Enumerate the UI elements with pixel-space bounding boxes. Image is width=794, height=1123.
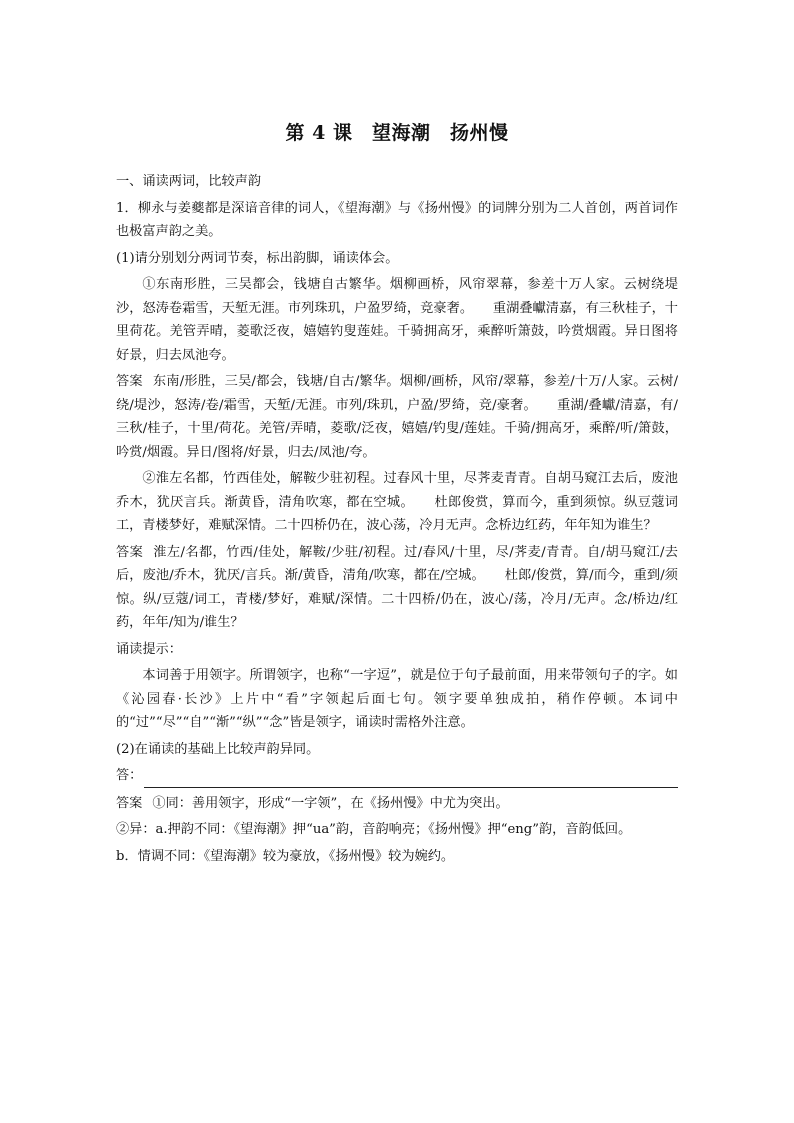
reading-tips: 本词善于用领字。所谓领字，也称“一字逗”，就是位于句子最前面，用来带领句子的字。如《沁园春·长沙》上片中“看”字领起后面七句。领字要单独成拍，稍作停顿。本词中的“过”“尽”“自”“渐”“纵”“念”皆是领字，诵读时需格外注意。	[116, 668, 678, 730]
poem-wanghaichao: ①东南形胜，三吴都会，钱塘自古繁华。烟柳画桥，风帘翠幕，参差十万人家。云树绕堤沙，怒涛卷霜雪，天堑无涯。市列珠玑，户盈罗绮，竞豪奢。 重湖叠巘清嘉，有三秋桂子，十里荷花。羌管弄晴，菱歌泛夜，嬉嬉钓叟莲娃。千骑拥高牙，乘醉听箫鼓，吟赏烟霞。异日图将好景，归去凤池夸。	[116, 277, 678, 363]
answer-label: 答案	[116, 374, 143, 389]
answer-3-diff-a: ②异：a.押韵不同：《望海潮》押“ua”韵，音韵响亮；《扬州慢》押“eng”韵，音韵低回。	[116, 822, 632, 837]
reading-tips-label: 诵读提示：	[116, 641, 182, 657]
answer-1	[116, 370, 678, 464]
answer-3-same: ①同：善用领字，形成“一字领”，在《扬州慢》中尤为突出。	[152, 795, 509, 811]
answer-blank-row	[116, 764, 678, 788]
answer-label: 答案	[116, 795, 143, 811]
answer-label: 答案	[116, 544, 144, 560]
question-1-2: (2)在诵读的基础上比较声韵异同。	[116, 741, 320, 757]
answer-prompt: 答：	[116, 768, 143, 783]
document-page	[116, 118, 678, 871]
answer-blank-line[interactable]	[144, 771, 678, 788]
answer-3	[116, 792, 678, 816]
answer-3-diff-b: b．情调不同：《望海潮》较为豪放，《扬州慢》较为婉约。	[116, 848, 455, 864]
section-heading: 一、诵读两词，比较声韵	[116, 174, 262, 189]
answer-1-text: 东南/形胜，三吴/都会，钱塘/自古/繁华。烟柳/画桥，风帘/翠幕，参差/十万/人家。云树/绕/堤沙，怒涛/卷/霜雪，天堑/无涯。市列/珠玑，户盈/罗绮，竞/豪奢。 重湖/叠巘/清嘉，有/三秋/桂子，十里/荷花。羌管/弄晴，菱歌/泛夜，嬉嬉/钓叟/莲娃。千骑/拥高牙，乘醉/听/箫鼓，吟赏/烟霞。异日/图将/好景，归去/凤池/夸。	[116, 374, 679, 460]
poem-yangzhouman: ②淮左名都，竹西佳处，解鞍少驻初程。过春风十里，尽荠麦青青。自胡马窥江去后，废池乔木，犹厌言兵。渐黄昏，清角吹寒，都在空城。 杜郎俊赏，算而今，重到须惊。纵豆蔻词工，青楼梦好，难赋深情。二十四桥仍在，波心荡，冷月无声。念桥边红药，年年知为谁生？	[116, 471, 678, 533]
answer-2-text: 淮左/名都，竹西/佳处，解鞍/少驻/初程。过/春风/十里，尽/荠麦/青青。自/胡马窥江/去后，废池/乔木，犹厌/言兵。渐/黄昏，清角/吹寒，都在/空城。 杜郎/俊赏，算/而今，重到/须惊。纵/豆蔻/词工，青楼/梦好，难赋/深情。二十四桥/仍在，波心/荡，冷月/无声。念/桥边/红药，年年/知为/谁生？	[116, 544, 678, 630]
page-title: 第 4 课 望海潮 扬州慢	[285, 122, 509, 144]
question-1-1: (1)请分别划分两词节奏，标出韵脚，诵读体会。	[116, 250, 399, 266]
answer-2	[116, 541, 678, 635]
question-1: 1．柳永与姜夔都是深谙音律的词人，《望海潮》与《扬州慢》的词牌分别为二人首创，两首词作也极富声韵之美。	[116, 200, 678, 239]
